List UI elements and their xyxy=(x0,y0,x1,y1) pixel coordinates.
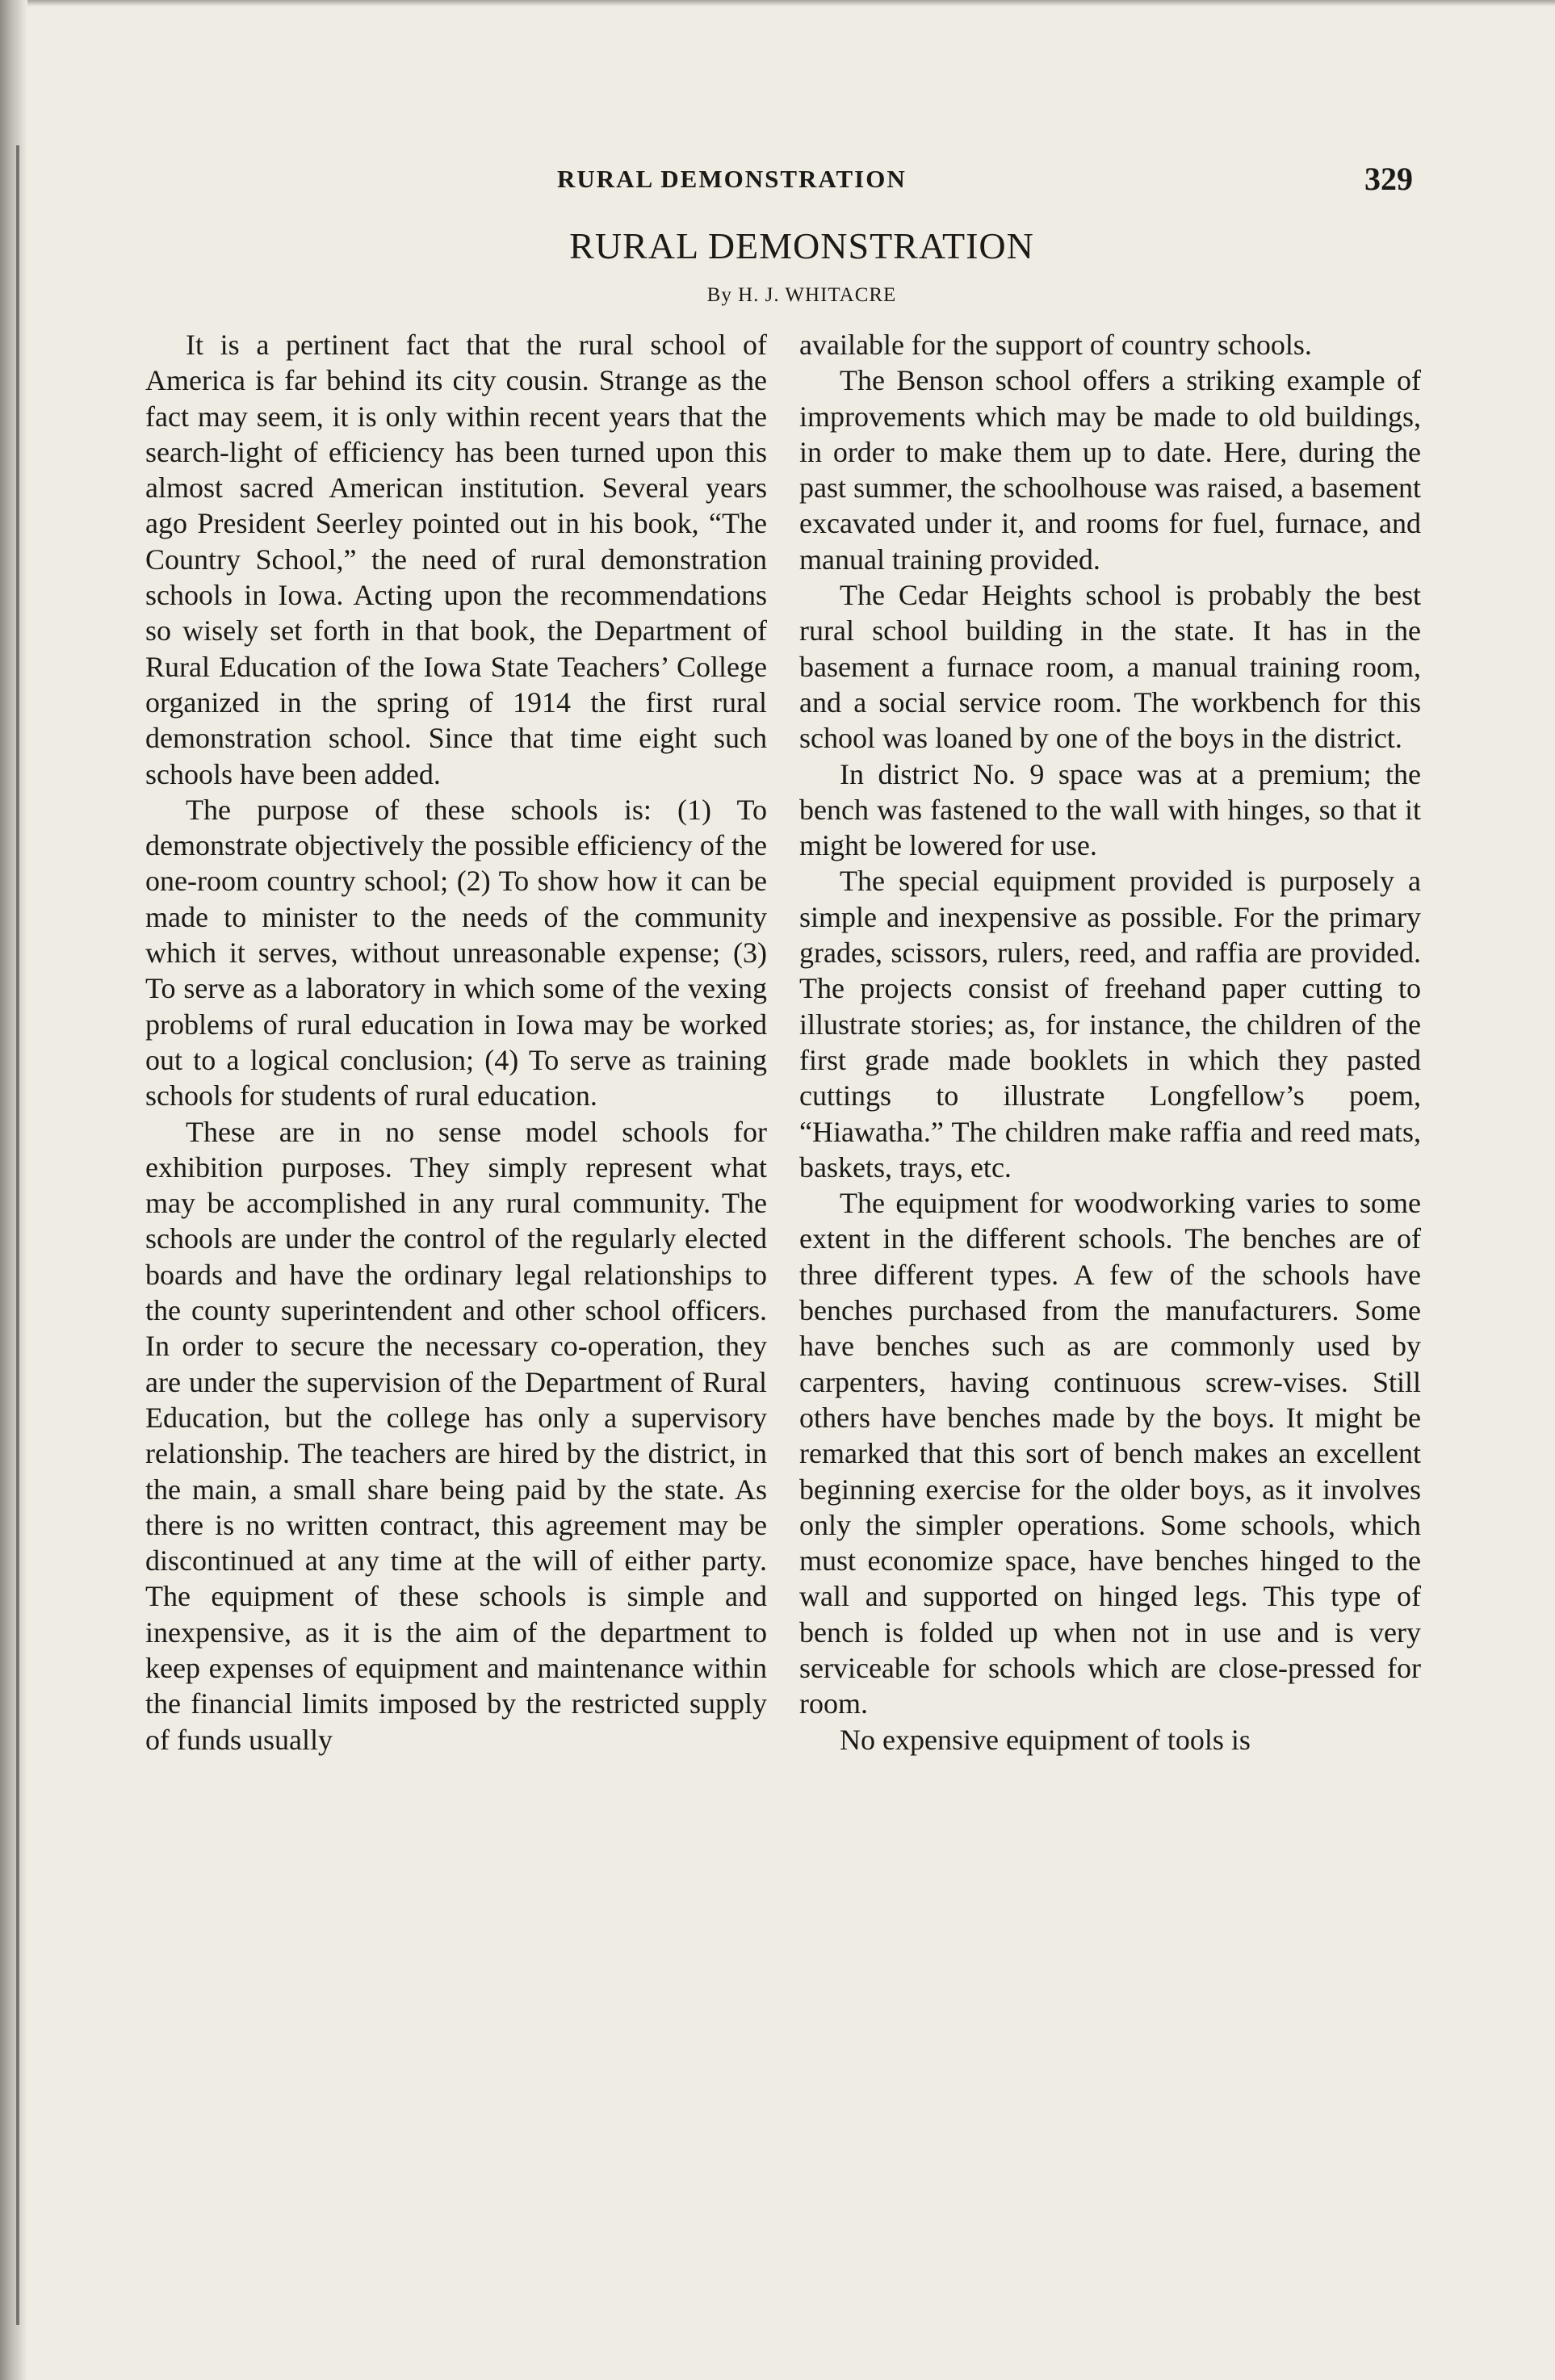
paragraph: It is a pertinent fact that the rural school of America is far behind its city cousin. Strange as the fact may seem, it is only within recent years that the search-light of efficiency has been turned upon this almost sacred American institution. Several years ago President Seerley pointed out in his book, “The Country School,” the need of rural demonstration schools in Iowa. Acting upon the recommendations so wisely set forth in that book, the Department of Rural Education of the Iowa State Teachers’ College organized in the spring of 1914 the first rural demonstration school. Since that time eight such schools have been added. xyxy=(145,329,767,790)
right-column xyxy=(799,327,1421,1758)
paragraph: The Cedar Heights school is probably the best rural school building in the state. It has in the basement a furnace room, a manual training room, and a social service room. The workbench for this school was loaned by one of the boys in the district. xyxy=(799,579,1421,755)
running-title: RURAL DEMONSTRATION xyxy=(557,165,907,193)
paragraph: The equipment for woodworking varies to some extent in the different schools. The benches are of three different types. A few of the schools have benches purchased from the manufacturers. Some have benches such as are commonly used by carpenters, having continuous screw-vises. Still others have benches made by the boys. It might be remarked that this sort of bench makes an excellent beginning exercise for the older boys, as it involves only the simpler operations. Some schools, which must economize space, have benches hinged to the wall and supported on hinged legs. This type of bench is folded up when not in use and is very serviceable for schools which are close-pressed for room. xyxy=(799,1187,1421,1720)
paragraph: The Benson school offers a striking example of improvements which may be made to old buildings, in order to make them up to date. Here, during the past summer, the schoolhouse was raised, a basement excavated under it, and rooms for fuel, furnace, and manual training provided. xyxy=(799,364,1421,576)
running-head xyxy=(0,158,1555,207)
paragraph-continued: available for the support of country schools. xyxy=(799,329,1312,361)
byline: By H. J. WHITACRE xyxy=(706,284,897,306)
paragraph: The purpose of these schools is: (1) To demonstrate objectively the possible efficiency of the one-room country school; (2) To show how it can be made to minister to the needs of the community which it serves, without unreasonable expense; (3) To serve as a laboratory in which some of the vexing problems of rural education in Iowa may be worked out to a logical conclusion; (4) To serve as training schools for students of rural education. xyxy=(145,793,767,1112)
article-title: RURAL DEMONSTRATION xyxy=(569,225,1034,266)
page-number: 329 xyxy=(1364,161,1413,197)
paragraph: These are in no sense model schools for exhibition purposes. They simply represent what may be accomplished in any rural community. The schools are under the control of the regularly elected boards and have the ordinary legal relationships to the county superintendent and other school officers. In order to secure the necessary co-operation, they are under the supervision of the Department of Rural Education, but the college has only a supervisory relationship. The teachers are hired by the district, in the main, a small share being paid by the state. As there is no written contract, this agreement may be discontinued at any time at the will of either party. The equipment of these schools is simple and inexpensive, as it is the aim of the department to keep expenses of equipment and maintenance within the financial limits imposed by the restricted supply of funds usually xyxy=(145,1115,767,1756)
scan-edge-left xyxy=(0,0,27,2380)
left-column xyxy=(145,327,767,1758)
paragraph: No expensive equipment of tools is xyxy=(840,1723,1251,1756)
paragraph: In district No. 9 space was at a premium; the bench was fastened to the wall with hinges, so that it might be lowered for use. xyxy=(799,757,1421,862)
scan-binding-shadow xyxy=(16,145,19,2325)
scan-edge-top xyxy=(0,0,1555,6)
paragraph: The special equipment provided is purposely a simple and inexpensive as possible. For the primary grades, scissors, rulers, reed, and raffia are provided. The projects consist of freehand paper cutting to illustrate stories; as, for instance, the children of the first grade made booklets in which they pasted cuttings to illustrate Longfellow’s poem, “Hiawatha.” The children make raffia and reed mats, baskets, trays, etc. xyxy=(799,865,1421,1184)
